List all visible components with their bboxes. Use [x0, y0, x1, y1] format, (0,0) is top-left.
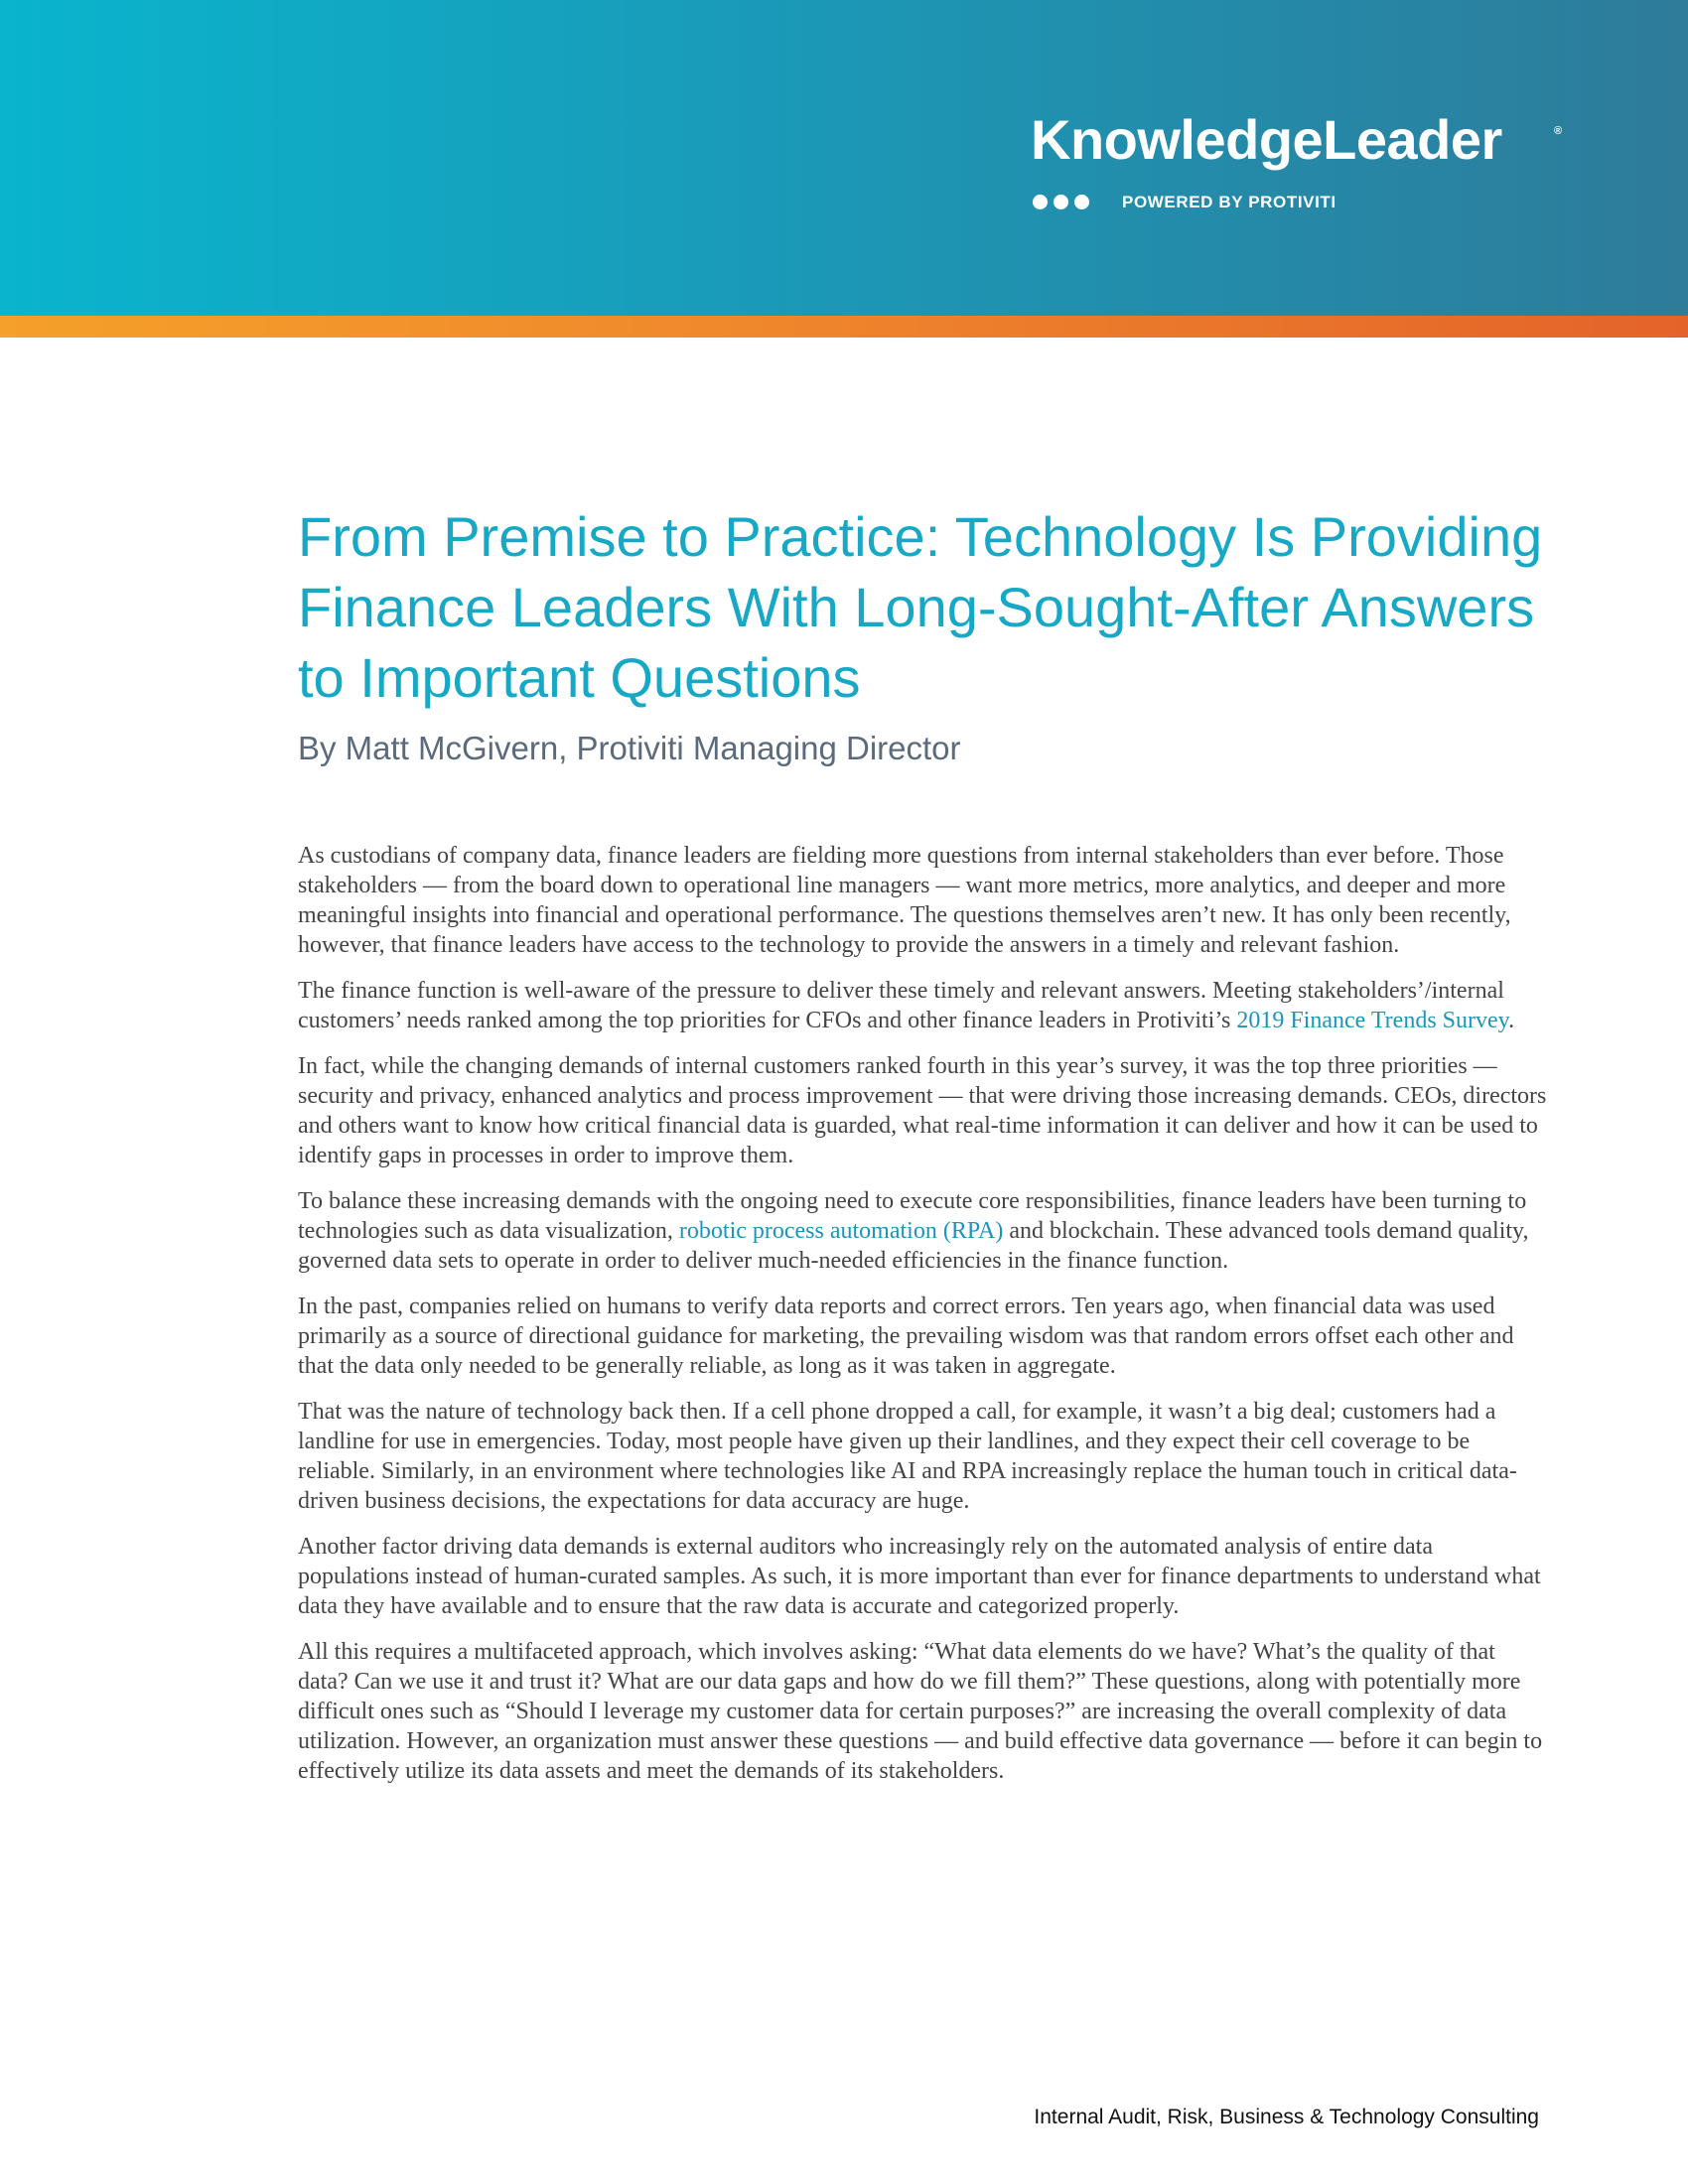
article-body	[298, 841, 1549, 1802]
paragraph: That was the nature of technology back then. If a cell phone dropped a call, for example, it wasn’t a big deal; customers had a landline for use in emergencies. Today, most people have given up their landlines, and they expect their cell coverage to be reliable. Similarly, in an environment where technologies like AI and RPA increasingly replace the human touch in critical data-driven business decisions, the expectations for data accuracy are huge.	[298, 1399, 1517, 1514]
rpa-link[interactable]: robotic process automation (RPA)	[678, 1218, 1004, 1244]
paragraph	[298, 976, 1549, 1035]
logo-dot	[1054, 195, 1068, 209]
paragraph: As custodians of company data, finance leaders are fielding more questions from internal stakeholders than ever before. Those stakeholders — from the board down to operational line managers — want more metrics, more analytics, and deeper and more meaningful insights into financial and operational performance. The questions themselves aren’t new. It has only been recently, however, that finance leaders have access to the technology to provide the answers in a timely and relevant fashion.	[298, 843, 1511, 958]
paragraph-text: and blockchain. These advanced tools demand quality, governed data sets to operate in order to deliver much-needed efficiencies in the finance function.	[298, 1218, 1529, 1274]
logo-tagline: POWERED BY PROTIVITI	[1122, 193, 1336, 211]
article-title: From Premise to Practice: Technology Is Providing Finance Leaders With Long-Sought-After Answers to Important Questions	[298, 505, 1543, 709]
logo-wordmark: KnowledgeLeader	[1031, 108, 1502, 171]
logo-dot	[1074, 195, 1089, 209]
article-byline: By Matt McGivern, Protiviti Managing Director	[298, 730, 961, 766]
paragraph: In the past, companies relied on humans to verify data reports and correct errors. Ten years ago, when financial data was used primarily as a source of directional guidance for marketing, the prevailing wisdom was that random errors offset each other and that the data only needed to be generally reliable, as long as it was taken in aggregate.	[298, 1294, 1514, 1379]
paragraph: In fact, while the changing demands of internal customers ranked fourth in this year’s survey, it was the top three priorities — security and privacy, enhanced analytics and process improvement — that were driving those increasing demands. CEOs, directors and others want to know how critical financial data is guarded, what real-time information it can deliver and how it can be used to identify gaps in processes in order to improve them.	[298, 1053, 1547, 1168]
finance-trends-survey-link[interactable]: 2019 Finance Trends Survey	[1236, 1008, 1509, 1033]
paragraph-text: The finance function is well-aware of the pressure to deliver these timely and relevant answers. Meeting stakeholders’/internal customers’ needs ranked among the top priorities for CFOs and other finance leaders in Protiviti’s	[298, 978, 1504, 1033]
logo-registered-mark: ®	[1554, 125, 1563, 137]
knowledgeleader-logo	[1031, 107, 1567, 216]
paragraph-text: .	[1508, 1008, 1515, 1033]
header-accent-stripe	[0, 316, 1688, 338]
paragraph	[298, 1186, 1549, 1276]
paragraph-text: To balance these increasing demands with the ongoing need to execute core responsibilities, finance leaders have been turning to technologies such as data visualization,	[298, 1188, 1527, 1244]
paragraph: All this requires a multifaceted approach, which involves asking: “What data elements do we have? What’s the quality of that data? Can we use it and trust it? What are our data gaps and how do we fill them?” These questions, along with potentially more difficult ones such as “Should I leverage my customer data for certain purposes?” are increasing the overall complexity of data utilization. However, an organization must answer these questions — and build effective data governance — before it can begin to effectively utilize its data assets and meet the demands of its stakeholders.	[298, 1639, 1543, 1784]
footer-tagline: Internal Audit, Risk, Business & Technology Consulting	[1034, 2106, 1539, 2128]
paragraph: Another factor driving data demands is external auditors who increasingly rely on the automated analysis of entire data populations instead of human-curated samples. As such, it is more important than ever for finance departments to understand what data they have available and to ensure that the raw data is accurate and categorized properly.	[298, 1534, 1541, 1619]
logo-dot	[1033, 195, 1048, 209]
logo-dots-icon	[1033, 195, 1094, 210]
